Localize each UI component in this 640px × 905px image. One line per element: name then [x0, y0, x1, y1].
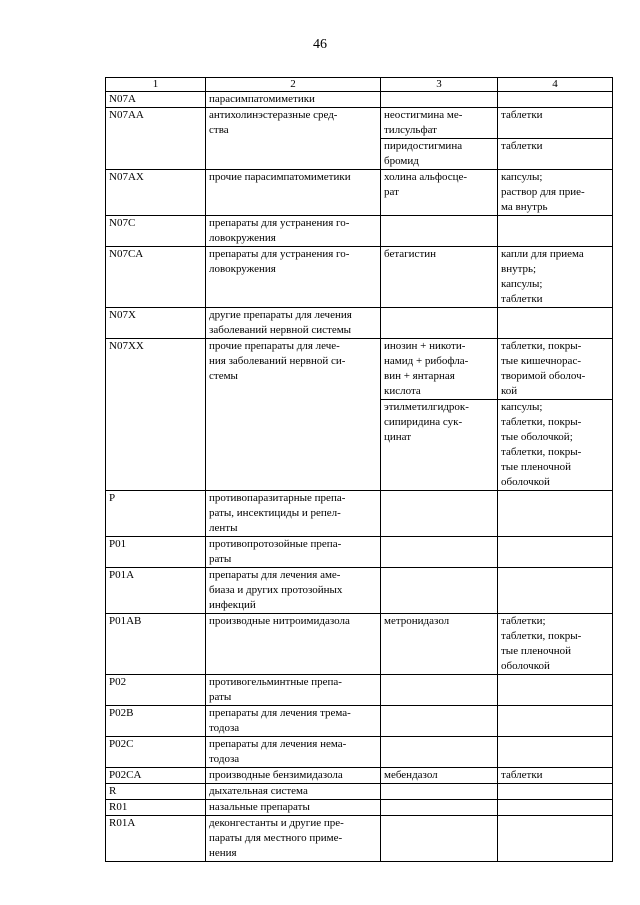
cell-line: бетагистин: [384, 248, 437, 260]
cell-line: антихолинэстеразные сред-: [209, 109, 338, 121]
cell-line: препараты для лечения трема-: [209, 707, 351, 719]
dosage-form-cell: [498, 247, 613, 308]
atc-code-cell: P02: [106, 675, 206, 706]
atc-code-cell: P02C: [106, 737, 206, 768]
table-row: [106, 816, 613, 862]
cell-line: производные нитроимидазола: [209, 615, 350, 627]
atc-code-cell: P01: [106, 537, 206, 568]
cell-line: препараты для лечения аме-: [209, 569, 341, 581]
drug-name-cell: [381, 568, 498, 614]
cell-line: холина альфосце-: [384, 171, 468, 183]
table-row: [106, 216, 613, 247]
cell-line: бромид: [384, 155, 419, 167]
drug-name-cell: [381, 247, 498, 308]
drug-name-cell: [381, 768, 498, 784]
table-row: [106, 800, 613, 816]
atc-code-cell: R: [106, 784, 206, 800]
group-name-cell: [206, 816, 381, 862]
dosage-form-cell: [498, 768, 613, 784]
dosage-form-cell: [498, 216, 613, 247]
atc-code-cell: P02CA: [106, 768, 206, 784]
atc-code-cell: N07AX: [106, 170, 206, 216]
drug-name-cell: [381, 675, 498, 706]
cell-line: раствор для прие-: [501, 186, 585, 198]
cell-line: нения: [209, 847, 237, 859]
cell-line: биаза и других протозойных: [209, 584, 343, 596]
cell-line: прочие препараты для лече-: [209, 340, 340, 352]
group-name-cell: [206, 216, 381, 247]
cell-line: пиридостигмина: [384, 140, 463, 152]
page-number: 46: [313, 37, 327, 52]
cell-line: капсулы;: [501, 171, 543, 183]
group-name-cell: [206, 568, 381, 614]
dosage-form-cell: [498, 784, 613, 800]
drug-name-cell: [381, 737, 498, 768]
cell-line: ленты: [209, 522, 238, 534]
atc-code-cell: P02B: [106, 706, 206, 737]
atc-code-cell: P01AB: [106, 614, 206, 675]
column-header: 1: [106, 78, 206, 92]
cell-line: таблетки, покры-: [501, 340, 582, 352]
cell-line: ства: [209, 124, 229, 136]
column-header: 3: [381, 78, 498, 92]
table-row: [106, 784, 613, 800]
dosage-form-cell: [498, 491, 613, 537]
column-header: 2: [206, 78, 381, 92]
atc-code-cell: N07AA: [106, 108, 206, 170]
cell-line: препараты для устранения го-: [209, 217, 350, 229]
table-row: [106, 614, 613, 675]
drug-name-cell: [381, 308, 498, 339]
group-name-cell: [206, 784, 381, 800]
atc-code-cell: N07A: [106, 92, 206, 108]
cell-line: производные бензимидазола: [209, 769, 343, 781]
cell-line: цинат: [384, 431, 412, 443]
group-name-cell: [206, 737, 381, 768]
table-row: [106, 737, 613, 768]
drug-name-cell: [381, 170, 498, 216]
dosage-form-cell: [498, 537, 613, 568]
group-name-cell: [206, 92, 381, 108]
dosage-form-cell: [498, 737, 613, 768]
cell-line: стемы: [209, 370, 238, 382]
cell-line: таблетки: [501, 769, 543, 781]
cell-line: тодоза: [209, 722, 240, 734]
cell-line: раты, инсектициды и репел-: [209, 507, 341, 519]
cell-line: противогельминтные препа-: [209, 676, 342, 688]
table-row: [106, 706, 613, 737]
cell-line: тые пленочной: [501, 461, 571, 473]
atc-code-cell: P: [106, 491, 206, 537]
group-name-cell: [206, 800, 381, 816]
dosage-form-cell: [498, 568, 613, 614]
cell-line: тилсульфат: [384, 124, 437, 136]
cell-line: капсулы;: [501, 278, 543, 290]
cell-line: таблетки: [501, 109, 543, 121]
group-name-cell: [206, 675, 381, 706]
dosage-form-cell: [498, 170, 613, 216]
column-header: 4: [498, 78, 613, 92]
atc-code-cell: N07CA: [106, 247, 206, 308]
cell-line: оболочкой: [501, 476, 550, 488]
drug-name-cell: [381, 800, 498, 816]
cell-line: параты для местного приме-: [209, 832, 343, 844]
drug-name-cell: [381, 491, 498, 537]
cell-line: капсулы;: [501, 401, 543, 413]
group-name-cell: [206, 706, 381, 737]
cell-line: таблетки;: [501, 615, 546, 627]
cell-line: ния заболеваний нервной си-: [209, 355, 346, 367]
dosage-form-cell: [498, 308, 613, 339]
group-name-cell: [206, 170, 381, 216]
cell-line: сипиридина сук-: [384, 416, 463, 428]
drug-classification-table: [105, 77, 613, 862]
cell-line: таблетки, покры-: [501, 630, 582, 642]
table-row: [106, 675, 613, 706]
drug-name-cell: [381, 784, 498, 800]
cell-line: рат: [384, 186, 399, 198]
drug-name-cell: [381, 816, 498, 862]
group-name-cell: [206, 308, 381, 339]
group-name-cell: [206, 614, 381, 675]
cell-line: неостигмина ме-: [384, 109, 463, 121]
drug-name-cell: [381, 92, 498, 108]
cell-line: метронидазол: [384, 615, 450, 627]
cell-line: ловокружения: [209, 232, 276, 244]
drug-name-cell: [381, 139, 498, 170]
cell-line: вин + янтарная: [384, 370, 455, 382]
drug-name-cell: [381, 706, 498, 737]
atc-code-cell: R01: [106, 800, 206, 816]
group-name-cell: [206, 108, 381, 170]
drug-name-cell: [381, 537, 498, 568]
dosage-form-cell: [498, 800, 613, 816]
cell-line: другие препараты для лечения: [209, 309, 352, 321]
atc-code-cell: N07C: [106, 216, 206, 247]
table-row: [106, 491, 613, 537]
table-header-row: [106, 78, 613, 92]
cell-line: назальные препараты: [209, 801, 310, 813]
atc-code-cell: N07X: [106, 308, 206, 339]
cell-line: тые кишечнорас-: [501, 355, 581, 367]
table-row: [106, 308, 613, 339]
cell-line: мебендазол: [384, 769, 438, 781]
dosage-form-cell: [498, 108, 613, 139]
dosage-form-cell: [498, 92, 613, 108]
cell-line: капли для приема: [501, 248, 584, 260]
drug-name-cell: [381, 108, 498, 139]
table-row: [106, 92, 613, 108]
cell-line: кой: [501, 385, 518, 397]
cell-line: дыхательная система: [209, 785, 308, 797]
table-row: [106, 170, 613, 216]
table-row: [106, 339, 613, 400]
table-row: [106, 108, 613, 139]
table-row: [106, 768, 613, 784]
drug-name-cell: [381, 614, 498, 675]
cell-line: инфекций: [209, 599, 256, 611]
dosage-form-cell: [498, 614, 613, 675]
table-row: [106, 247, 613, 308]
dosage-form-cell: [498, 675, 613, 706]
cell-line: тые пленочной: [501, 645, 571, 657]
group-name-cell: [206, 491, 381, 537]
cell-line: раты: [209, 553, 232, 565]
table-row: [106, 537, 613, 568]
cell-line: ма внутрь: [501, 201, 548, 213]
dosage-form-cell: [498, 139, 613, 170]
table-row: [106, 568, 613, 614]
dosage-form-cell: [498, 816, 613, 862]
dosage-form-cell: [498, 400, 613, 491]
cell-line: кислота: [384, 385, 421, 397]
cell-line: таблетки, покры-: [501, 416, 582, 428]
cell-line: таблетки, покры-: [501, 446, 582, 458]
group-name-cell: [206, 768, 381, 784]
cell-line: препараты для лечения нема-: [209, 738, 347, 750]
cell-line: ловокружения: [209, 263, 276, 275]
dosage-form-cell: [498, 706, 613, 737]
cell-line: тые оболочкой;: [501, 431, 573, 443]
cell-line: оболочкой: [501, 660, 550, 672]
group-name-cell: [206, 247, 381, 308]
cell-line: таблетки: [501, 140, 543, 152]
cell-line: противопаразитарные препа-: [209, 492, 346, 504]
cell-line: внутрь;: [501, 263, 537, 275]
group-name-cell: [206, 339, 381, 491]
dosage-form-cell: [498, 339, 613, 400]
cell-line: препараты для устранения го-: [209, 248, 350, 260]
atc-code-cell: R01A: [106, 816, 206, 862]
cell-line: таблетки: [501, 293, 543, 305]
atc-code-cell: N07XX: [106, 339, 206, 491]
atc-code-cell: P01A: [106, 568, 206, 614]
cell-line: намид + рибофла-: [384, 355, 469, 367]
cell-line: противопротозойные препа-: [209, 538, 342, 550]
cell-line: деконгестанты и другие пре-: [209, 817, 344, 829]
cell-line: заболеваний нервной системы: [209, 324, 352, 336]
cell-line: тодоза: [209, 753, 240, 765]
drug-name-cell: [381, 339, 498, 400]
cell-line: раты: [209, 691, 232, 703]
drug-name-cell: [381, 400, 498, 491]
cell-line: этилметилгидрок-: [384, 401, 469, 413]
cell-line: парасимпатомиметики: [209, 93, 315, 105]
drug-name-cell: [381, 216, 498, 247]
cell-line: творимой оболоч-: [501, 370, 586, 382]
group-name-cell: [206, 537, 381, 568]
cell-line: прочие парасимпатомиметики: [209, 171, 351, 183]
cell-line: инозин + никоти-: [384, 340, 466, 352]
